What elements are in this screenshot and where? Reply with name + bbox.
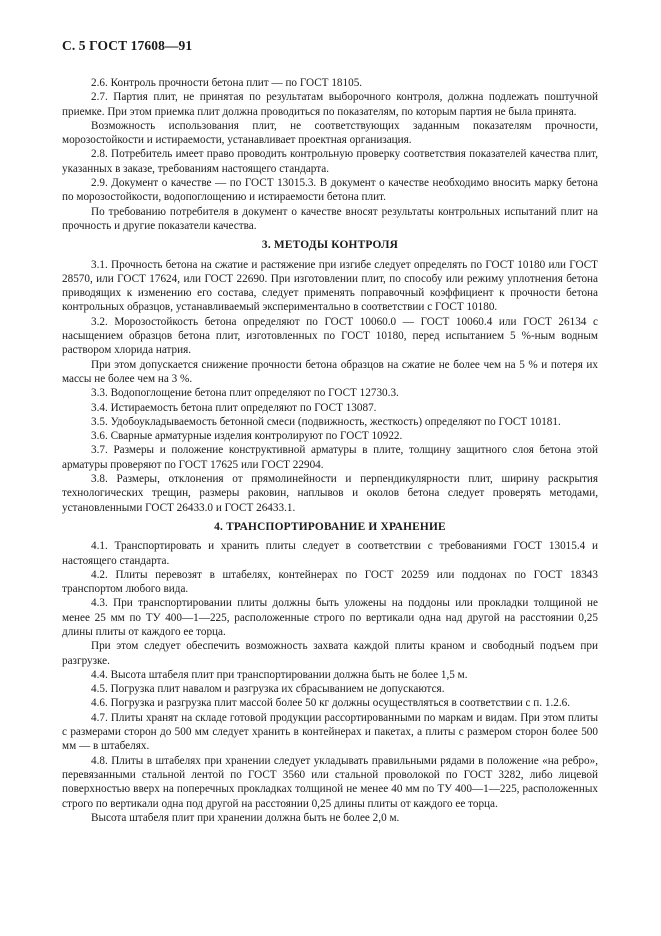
paragraph: 2.7. Партия плит, не принятая по результатам выборочного контроля, должна подлежать поштучной приемке. При этом приемка плит должна проводиться по показателям, по которым партия не была принята.: [62, 91, 598, 118]
paragraph: Высота штабеля плит при хранении должна быть не более 2,0 м.: [91, 811, 400, 824]
paragraph: 3.4. Истираемость бетона плит определяют по ГОСТ 13087.: [91, 401, 377, 414]
paragraph: 4.5. Погрузка плит навалом и разгрузка их сбрасыванием не допускаются.: [91, 683, 445, 696]
paragraph: 3.5. Удобоукладываемость бетонной смеси (подвижность, жесткость) определяют по ГОСТ 10181.: [91, 415, 561, 428]
paragraph: 4.8. Плиты в штабелях при хранении следует укладывать правильными рядами в положение «на ребро», перевязанными стальной лентой по ГОСТ 3560 или стальной проволокой по ГОСТ 3282, либо лицевой поверхностью вверх на поперечных прокладках толщиной не менее 40 мм по ТУ 400—1—225, расположенных строго по вертикали одна под другой на расстоянии 0,25 длины плиты от каждого ее торца.: [62, 754, 598, 810]
paragraph: При этом допускается снижение прочности бетона образцов на сжатие не более чем на 5 % и потеря их массы не более чем на 3 %.: [62, 358, 598, 385]
paragraph: 3.7. Размеры и положение конструктивной арматуры в плите, толщину защитного слоя бетона этой арматуры проверяют по ГОСТ 17625 или ГОСТ 22904.: [62, 444, 598, 471]
paragraph: При этом следует обеспечить возможность захвата каждой плиты краном и свободный подъем при разгрузке.: [62, 640, 598, 667]
paragraph: 3.2. Морозостойкость бетона определяют по ГОСТ 10060.0 — ГОСТ 10060.4 или ГОСТ 26134 с насыщением образцов бетона плит, изготовленных по ГОСТ 10180, перед испытанием 5 %-ным водным раствором хлорида натрия.: [62, 315, 598, 357]
document-body: [62, 76, 598, 825]
paragraph: По требованию потребителя в документ о качестве вносят результаты контрольных испытаний плит на прочность и другие показатели качества.: [62, 205, 598, 232]
paragraph: 3.3. Водопоглощение бетона плит определяют по ГОСТ 12730.3.: [91, 387, 399, 400]
paragraph: 3.8. Размеры, отклонения от прямолинейности и перпендикулярности плит, ширину раскрытия технологических трещин, размеры раковин, наплывов и околов бетона следует проверять методами, установленными ГОСТ 26433.0 и ГОСТ 26433.1.: [62, 473, 598, 514]
paragraph: 2.8. Потребитель имеет право проводить контрольную проверку соответствия показателей качества плит, указанных в заказе, требованиям настоящего стандарта.: [62, 148, 598, 175]
paragraph: 4.1. Транспортировать и хранить плиты следует в соответствии с требованиями ГОСТ 13015.4 и настоящего стандарта.: [62, 540, 598, 567]
paragraph: 2.6. Контроль прочности бетона плит — по ГОСТ 18105.: [91, 77, 363, 89]
paragraph: 3.6. Сварные арматурные изделия контролируют по ГОСТ 10922.: [91, 430, 403, 443]
paragraph: Возможность использования плит, не соответствующих заданным показателям прочности, морозостойкости и истираемости, устанавливает проектная организация.: [62, 119, 598, 147]
paragraph: 4.2. Плиты перевозят в штабелях, контейнерах по ГОСТ 20259 или поддонах по ГОСТ 18343 транспортом любого вида.: [62, 568, 598, 596]
paragraph: 4.3. При транспортировании плиты должны быть уложены на поддоны или прокладки толщиной не менее 25 мм по ТУ 400—1—225, расположенные строго по вертикали одна над другой на расстоянии 0,25 длины плиты от каждого ее торца.: [62, 597, 598, 638]
paragraph: 4.6. Погрузка и разгрузка плит массой более 50 кг должны осуществляться в соответствии с п. 1.2.6.: [91, 697, 571, 710]
section-heading: 4. ТРАНСПОРТИРОВАНИЕ И ХРАНЕНИЕ: [214, 520, 446, 533]
paragraph: 3.1. Прочность бетона на сжатие и растяжение при изгибе следует определять по ГОСТ 10180 или ГОСТ 28570, или ГОСТ 17624, или ГОСТ 22690. При изготовлении плит, по способу или режиму уплотнения бетона приводящих к изменению его состава, следует применять поправочный коэффициент к прочности бетона контрольных образцов, устанавливаемый экспериментально в соответствии с ГОСТ 10180.: [62, 258, 598, 314]
paragraph: 4.4. Высота штабеля плит при транспортировании должна быть не более 1,5 м.: [91, 668, 468, 681]
section-heading: 3. МЕТОДЫ КОНТРОЛЯ: [261, 239, 399, 252]
page-header: С. 5 ГОСТ 17608—91: [62, 38, 193, 53]
paragraph: 4.7. Плиты хранят на складе готовой продукции рассортированными по маркам и видам. При этом плиты с размерами сторон до 500 мм следует хранить в контейнерах и пакетах, а плиты с размером сторон более 500 мм — в штабелях.: [62, 711, 598, 753]
paragraph: 2.9. Документ о качестве — по ГОСТ 13015.3. В документ о качестве необходимо вносить марку бетона по морозостойкости, водопоглощению и истираемости бетона плит.: [62, 177, 598, 204]
